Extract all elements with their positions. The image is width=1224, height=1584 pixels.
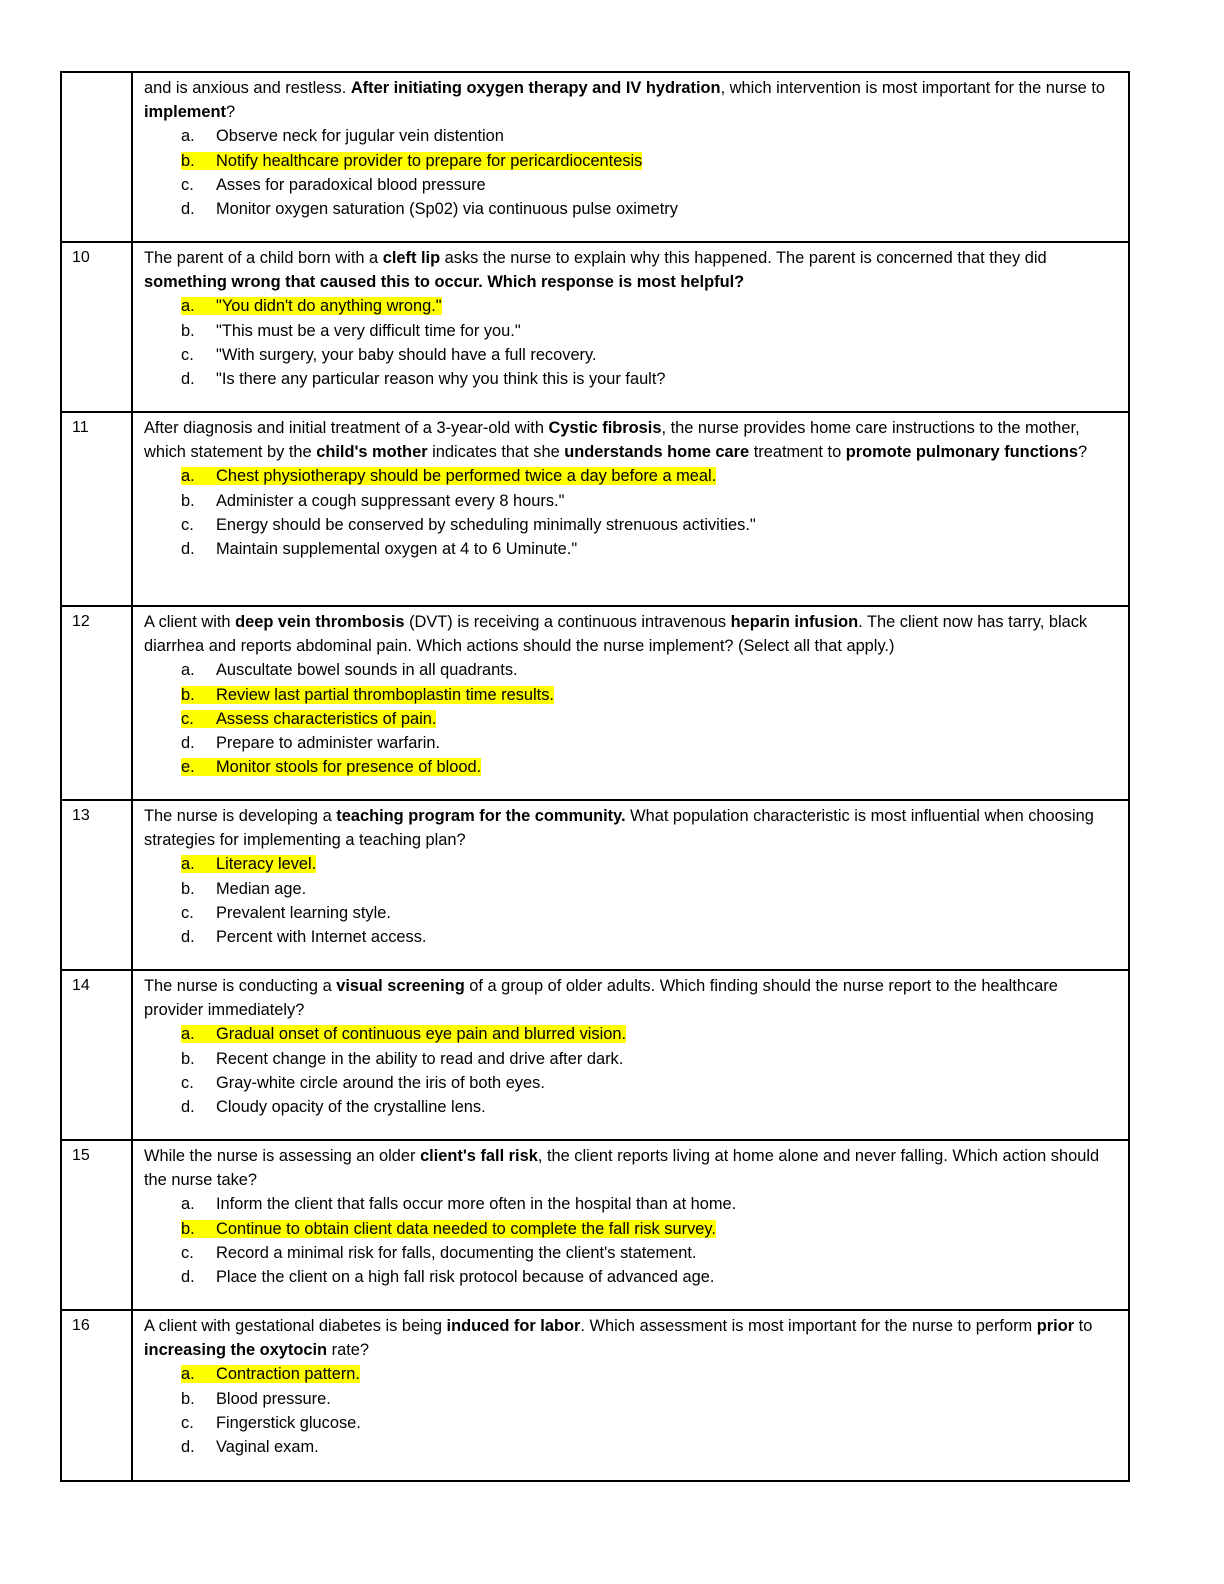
stem-text: . The client now has tarry, black diarrhea and reports abdominal pain. Which actions should the nurse implement? (Select all that apply.) xyxy=(144,613,1088,656)
answer-option-text: Literacy level. xyxy=(216,855,317,874)
answer-option-text: Auscultate bowel sounds in all quadrants. xyxy=(216,661,518,680)
answer-option-content xyxy=(181,880,306,898)
answer-options xyxy=(144,658,1116,779)
answer-option-letter: a. xyxy=(181,127,195,146)
question-number: 11 xyxy=(61,412,132,606)
answer-option-text: Gray-white circle around the iris of both eyes. xyxy=(216,1073,545,1092)
answer-option-text: Contraction pattern. xyxy=(216,1365,360,1384)
answer-option-letter: b. xyxy=(181,321,195,340)
question-number: 15 xyxy=(61,1140,132,1310)
answer-option-text: Review last partial thromboplastin time results. xyxy=(216,685,554,704)
answer-option-text: Notify healthcare provider to prepare for pericardiocentesis xyxy=(216,151,643,170)
answer-option xyxy=(144,367,1116,391)
stem-bold-text: teaching program for the community. xyxy=(336,807,626,825)
answer-option-highlighted xyxy=(144,707,1116,731)
answer-option-letter: b. xyxy=(181,1219,195,1238)
answer-option-text: Energy should be conserved by scheduling minimally strenuous activities." xyxy=(216,515,756,534)
answer-option-content xyxy=(181,1098,486,1116)
question-body xyxy=(132,800,1129,970)
stem-bold-text: visual screening xyxy=(336,977,465,995)
answer-option xyxy=(144,513,1116,537)
question-row xyxy=(61,1140,1129,1310)
answer-option-content xyxy=(181,297,442,315)
question-row xyxy=(61,242,1129,412)
answer-option xyxy=(144,658,1116,682)
stem-bold-text: increasing the oxytocin xyxy=(144,1341,328,1360)
answer-option-letter: a. xyxy=(181,1195,195,1214)
stem-text: While the nurse is assessing an older xyxy=(144,1147,421,1165)
answer-option-text: Record a minimal risk for falls, documenting the client's statement. xyxy=(216,1243,697,1262)
question-row xyxy=(61,1310,1129,1481)
answer-option-content xyxy=(181,1074,545,1092)
stem-bold-text: deep vein thrombosis xyxy=(235,613,405,631)
answer-option-letter: d. xyxy=(181,734,195,753)
answer-option-letter: a. xyxy=(181,661,195,680)
answer-option-text: Inform the client that falls occur more often in the hospital than at home. xyxy=(216,1195,737,1214)
question-body xyxy=(132,970,1129,1140)
answer-option-letter: a. xyxy=(181,1025,195,1044)
answer-option-letter: c. xyxy=(181,903,194,922)
stem-bold-text: prior xyxy=(1036,1317,1075,1335)
answer-option xyxy=(144,1387,1116,1411)
answer-option-text: Maintain supplemental oxygen at 4 to 6 Uminute." xyxy=(216,540,578,559)
answer-option-content xyxy=(181,322,521,340)
stem-bold-text: heparin infusion xyxy=(730,613,859,631)
answer-option-text: "With surgery, your baby should have a full recovery. xyxy=(216,345,597,364)
stem-bold-text: Cystic fibrosis xyxy=(548,419,662,437)
stem-bold-text: promote pulmonary functions xyxy=(845,443,1078,462)
stem-text: and is anxious and restless. xyxy=(144,79,351,97)
answer-option xyxy=(144,1071,1116,1095)
answer-option-content xyxy=(181,710,436,728)
answer-option-letter: b. xyxy=(181,1049,195,1068)
answer-option-letter: c. xyxy=(181,1243,194,1262)
question-stem xyxy=(144,416,1116,464)
answer-option-text: Prevalent learning style. xyxy=(216,903,391,922)
answer-option xyxy=(144,173,1116,197)
answer-option-content xyxy=(181,661,518,679)
stem-bold-text: something wrong that caused this to occur. Which response is most helpful? xyxy=(144,273,745,292)
answer-option-letter: a. xyxy=(181,1365,195,1384)
answer-option-content xyxy=(181,467,716,485)
answer-option-text: Observe neck for jugular vein distention xyxy=(216,127,504,146)
answer-option-letter: c. xyxy=(181,345,194,364)
answer-option-text: Monitor oxygen saturation (Sp02) via continuous pulse oximetry xyxy=(216,200,678,219)
answer-option xyxy=(144,1241,1116,1265)
stem-text: After diagnosis and initial treatment of a 3-year-old with xyxy=(144,419,549,437)
answer-option-text: Vaginal exam. xyxy=(216,1438,319,1457)
question-stem xyxy=(144,974,1116,1022)
answer-option-letter: d. xyxy=(181,1098,195,1117)
answer-option-content xyxy=(181,686,554,704)
stem-text: A client with xyxy=(144,613,236,631)
question-stem xyxy=(144,246,1116,294)
answer-option-text: Recent change in the ability to read and drive after dark. xyxy=(216,1049,624,1068)
answer-option xyxy=(144,1411,1116,1435)
question-number: 14 xyxy=(61,970,132,1140)
answer-option-content xyxy=(181,1438,319,1456)
answer-option-text: Monitor stools for presence of blood. xyxy=(216,758,482,777)
answer-option-content xyxy=(181,492,564,510)
answer-options xyxy=(144,852,1116,949)
answer-option-content xyxy=(181,176,486,194)
answer-option-highlighted xyxy=(144,1362,1116,1386)
stem-text: treatment to xyxy=(749,443,846,462)
stem-text: to xyxy=(1074,1317,1093,1335)
stem-bold-text: child's mother xyxy=(316,443,428,462)
answer-option-letter: a. xyxy=(181,297,195,316)
answer-option-text: Administer a cough suppressant every 8 hours." xyxy=(216,491,565,510)
answer-option-content xyxy=(181,540,577,558)
answer-option-content xyxy=(181,1414,361,1432)
answer-option xyxy=(144,1192,1116,1216)
answer-option-letter: d. xyxy=(181,928,195,947)
answer-option-text: Prepare to administer warfarin. xyxy=(216,734,441,753)
stem-text: , the nurse provides home care instructions to the mother, which statement by the xyxy=(144,419,1080,462)
question-row xyxy=(61,606,1129,800)
answer-option-content xyxy=(181,152,642,170)
answer-option-letter: b. xyxy=(181,151,195,170)
answer-option-letter: c. xyxy=(181,1073,194,1092)
answer-options xyxy=(144,464,1116,561)
stem-text: (DVT) is receiving a continuous intravenous xyxy=(404,613,731,631)
answer-option xyxy=(144,1047,1116,1071)
answer-option-letter: b. xyxy=(181,685,195,704)
answer-option-text: Percent with Internet access. xyxy=(216,928,427,947)
answer-option-content xyxy=(181,346,597,364)
answer-option-letter: c. xyxy=(181,175,194,194)
answer-options xyxy=(144,1362,1116,1459)
answer-option-content xyxy=(181,1244,696,1262)
answer-option-content xyxy=(181,1025,626,1043)
answer-option-highlighted xyxy=(144,852,1116,876)
stem-text: of a group of older adults. Which finding should the nurse report to the healthcare provider immediately? xyxy=(144,977,1058,1020)
answer-option-text: Blood pressure. xyxy=(216,1389,331,1408)
question-stem xyxy=(144,610,1116,658)
stem-bold-text: understands home care xyxy=(564,443,750,462)
question-row xyxy=(61,412,1129,606)
question-row xyxy=(61,970,1129,1140)
answer-option-highlighted xyxy=(144,464,1116,488)
answer-options xyxy=(144,124,1116,221)
stem-text: , the client reports living at home alone and never falling. Which action should the nurse take? xyxy=(144,1147,1100,1190)
answer-option xyxy=(144,319,1116,343)
answer-option-letter: c. xyxy=(181,515,194,534)
answer-option-highlighted xyxy=(144,683,1116,707)
answer-option xyxy=(144,901,1116,925)
question-number: 13 xyxy=(61,800,132,970)
answer-option-text: Place the client on a high fall risk protocol because of advanced age. xyxy=(216,1268,715,1287)
answer-option-letter: d. xyxy=(181,370,195,389)
answer-option-content xyxy=(181,516,756,534)
question-table xyxy=(60,71,1130,1482)
answer-option-letter: a. xyxy=(181,467,195,486)
question-body xyxy=(132,1140,1129,1310)
answer-option-highlighted xyxy=(144,149,1116,173)
answer-option xyxy=(144,537,1116,561)
stem-bold-text: implement xyxy=(144,103,226,122)
answer-option-text: Gradual onset of continuous eye pain and blurred vision. xyxy=(216,1025,627,1044)
question-row xyxy=(61,72,1129,242)
answer-option-text: Continue to obtain client data needed to complete the fall risk survey. xyxy=(216,1219,716,1238)
question-stem xyxy=(144,1314,1116,1362)
stem-text: asks the nurse to explain why this happened. The parent is concerned that they did xyxy=(440,249,1047,267)
stem-text: , which intervention is most important for the nurse to xyxy=(720,79,1106,97)
stem-text: The nurse is developing a xyxy=(144,807,337,825)
answer-option-content xyxy=(181,127,504,145)
question-number: 12 xyxy=(61,606,132,800)
question-table-body xyxy=(61,72,1129,1481)
answer-option xyxy=(144,1095,1116,1119)
answer-option-content xyxy=(181,855,316,873)
answer-option-letter: e. xyxy=(181,758,195,777)
answer-option-letter: b. xyxy=(181,1389,195,1408)
answer-option-letter: d. xyxy=(181,1268,195,1287)
answer-option-content xyxy=(181,1268,714,1286)
answer-option-content xyxy=(181,370,666,388)
stem-bold-text: client's fall risk xyxy=(420,1147,538,1165)
stem-text: . Which assessment is most important for the nurse to perform xyxy=(580,1317,1037,1335)
stem-text: What population characteristic is most influential when choosing strategies for implementing a teaching plan? xyxy=(144,807,1094,850)
answer-option-content xyxy=(181,1050,623,1068)
answer-option-text: Assess characteristics of pain. xyxy=(216,709,437,728)
question-body xyxy=(132,1310,1129,1481)
stem-bold-text: cleft lip xyxy=(382,249,441,267)
question-number xyxy=(61,72,132,242)
answer-option xyxy=(144,489,1116,513)
answer-option-letter: d. xyxy=(181,200,195,219)
answer-option xyxy=(144,1265,1116,1289)
answer-option-text: "This must be a very difficult time for you." xyxy=(216,321,521,340)
answer-option-text: "Is there any particular reason why you think this is your fault? xyxy=(216,370,666,389)
question-stem xyxy=(144,1144,1116,1192)
answer-option-letter: d. xyxy=(181,540,195,559)
answer-options xyxy=(144,1192,1116,1289)
stem-text: A client with gestational diabetes is being xyxy=(144,1317,447,1335)
answer-option-text: Cloudy opacity of the crystalline lens. xyxy=(216,1098,486,1117)
stem-text: ? xyxy=(225,103,236,122)
answer-option xyxy=(144,124,1116,148)
answer-option-letter: b. xyxy=(181,879,195,898)
answer-option-content xyxy=(181,1365,360,1383)
stem-bold-text: After initiating oxygen therapy and IV hydration xyxy=(350,79,721,97)
answer-option-content xyxy=(181,928,426,946)
stem-text: ? xyxy=(1077,443,1088,462)
answer-option-text: "You didn't do anything wrong." xyxy=(216,297,442,316)
answer-options xyxy=(144,1022,1116,1119)
answer-option-content xyxy=(181,904,391,922)
stem-text: rate? xyxy=(327,1341,369,1360)
answer-option-highlighted xyxy=(144,755,1116,779)
answer-option-highlighted xyxy=(144,294,1116,318)
answer-option-highlighted xyxy=(144,1022,1116,1046)
question-stem xyxy=(144,804,1116,852)
answer-option-content xyxy=(181,1220,716,1238)
answer-option-content xyxy=(181,734,440,752)
stem-text: The nurse is conducting a xyxy=(144,977,337,995)
answer-option-text: Fingerstick glucose. xyxy=(216,1413,361,1432)
answer-option xyxy=(144,731,1116,755)
answer-option-text: Median age. xyxy=(216,879,307,898)
answer-option xyxy=(144,343,1116,367)
stem-text: The parent of a child born with a xyxy=(144,249,383,267)
answer-option xyxy=(144,877,1116,901)
answer-option-text: Asses for paradoxical blood pressure xyxy=(216,175,486,194)
question-body xyxy=(132,72,1129,242)
answer-option-content xyxy=(181,1195,736,1213)
answer-option-content xyxy=(181,200,678,218)
question-row xyxy=(61,800,1129,970)
question-number: 16 xyxy=(61,1310,132,1481)
question-body xyxy=(132,412,1129,606)
answer-option xyxy=(144,1435,1116,1459)
question-body xyxy=(132,606,1129,800)
answer-options xyxy=(144,294,1116,391)
answer-option-content xyxy=(181,758,481,776)
answer-option-letter: d. xyxy=(181,1438,195,1457)
answer-option-letter: c. xyxy=(181,1413,194,1432)
answer-option-letter: b. xyxy=(181,491,195,510)
answer-option xyxy=(144,925,1116,949)
answer-option xyxy=(144,197,1116,221)
question-stem xyxy=(144,76,1116,124)
stem-bold-text: induced for labor xyxy=(446,1317,581,1335)
question-number: 10 xyxy=(61,242,132,412)
answer-option-content xyxy=(181,1390,331,1408)
answer-option-letter: c. xyxy=(181,709,194,728)
answer-option-letter: a. xyxy=(181,855,195,874)
question-body xyxy=(132,242,1129,412)
answer-option-text: Chest physiotherapy should be performed twice a day before a meal. xyxy=(216,467,717,486)
answer-option-highlighted xyxy=(144,1217,1116,1241)
stem-text: indicates that she xyxy=(427,443,565,462)
